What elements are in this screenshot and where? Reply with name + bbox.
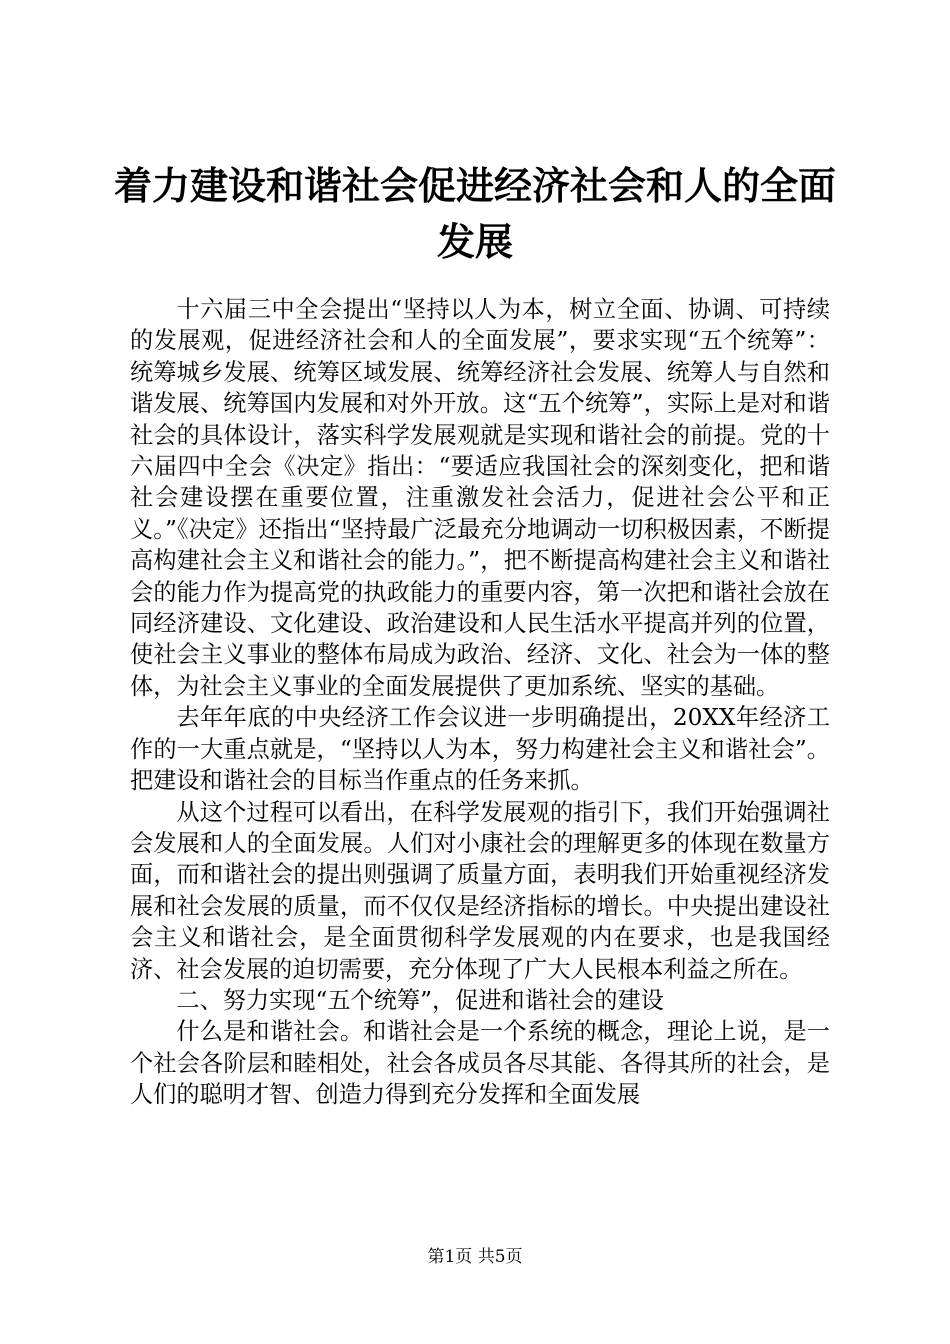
section-heading: 二、努力实现“五个统筹”，促进和谐社会的建设 [176,986,664,1014]
document-title: 着力建设和谐社会促进经济社会和人的全面发展 [113,163,836,264]
paragraph-1: 十六届三中全会提出“坚持以人为本，树立全面、协调、可持续的发展观，促进经济社会和人的全面发展”，要求实现“五个统筹”：统筹城乡发展、统筹区域发展、统筹经济社会发展、统筹人与自然和谐发展、统筹国内发展和对外开放。这“五个统筹”，实际上是对和谐社会的具体设计，落实科学发展观就是实现和谐社会的前提。党的十六届四中全会《决定》指出：“要适应我国社会的深刻变化，把和谐社会建设摆在重要位置，注重激发社会活力，促进社会公平和正义。”《决定》还指出“坚持最广泛最充分地调动一切积极因素，不断提高构建社会主义和谐社会的能力。”，把不断提高构建社会主义和谐社会的能力作为提高党的执政能力的重要内容，第一次把和谐社会放在同经济建设、文化建设、政治建设和人民生活水平提高并列的位置，使社会主义事业的整体布局成为政治、经济、文化、社会为一体的整体，为社会主义事业的全面发展提供了更加系统、坚实的基础。 [130,296,830,700]
paragraph-3: 从这个过程可以看出，在科学发展观的指引下，我们开始强调社会发展和人的全面发展。人们对小康社会的理解更多的体现在数量方面，而和谐社会的提出则强调了质量方面，表明我们开始重视经济发展和社会发展的质量，而不仅仅是经济指标的增长。中央提出建设社会主义和谐社会，是全面贯彻科学发展观的内在要求，也是我国经济、社会发展的迫切需要，充分体现了广大人民根本利益之所在。 [130,798,830,983]
paragraph-2: 去年年底的中央经济工作会议进一步明确提出，20XX年经济工作的一大重点就是，“坚持以人为本，努力构建社会主义和谐社会”。把建设和谐社会的目标当作重点的任务来抓。 [130,704,830,795]
page-number-footer: 第1页 共5页 [427,1247,523,1267]
document-body [130,294,830,1111]
paragraph-4: 什么是和谐社会。和谐社会是一个系统的概念，理论上说，是一个社会各阶层和睦相处，社会各成员各尽其能、各得其所的社会，是人们的聪明才智、创造力得到充分发挥和全面发展 [130,1018,830,1109]
